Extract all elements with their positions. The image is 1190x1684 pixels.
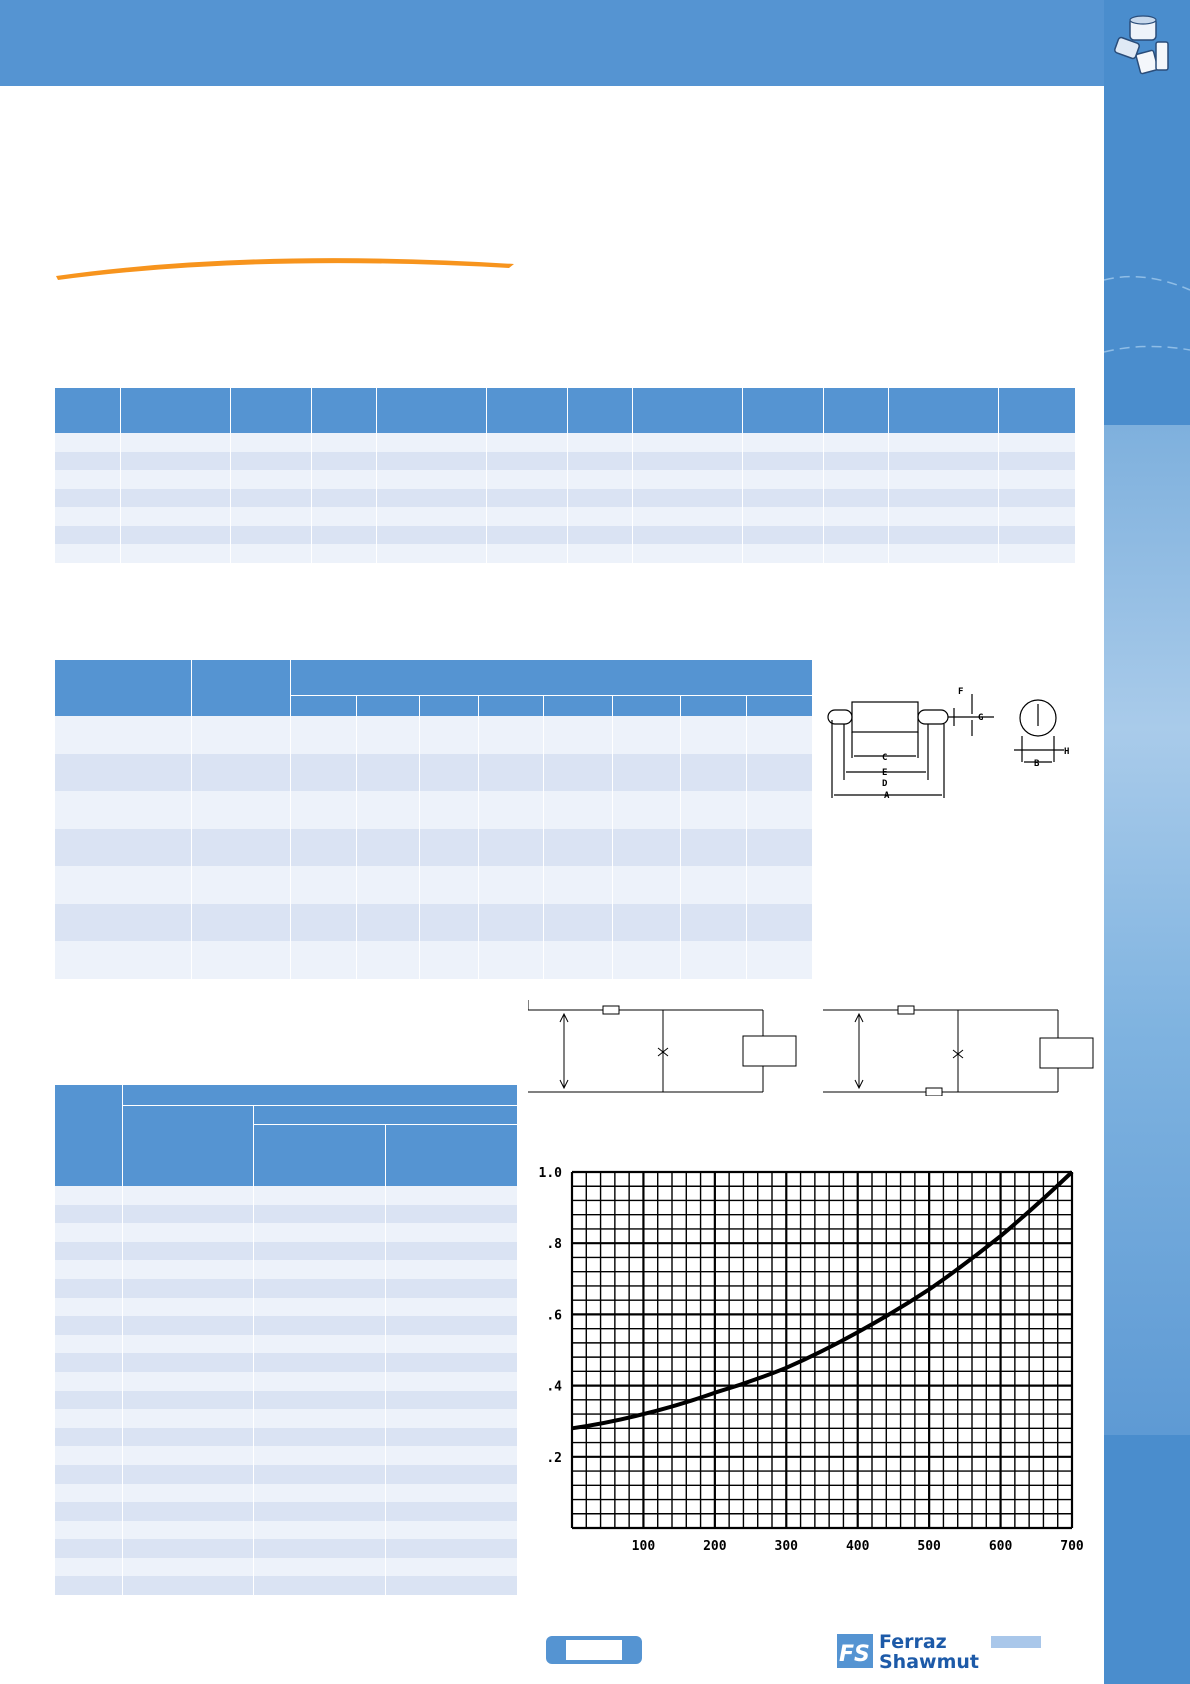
table-row	[55, 1502, 517, 1521]
y-tick-label: .4	[546, 1379, 562, 1395]
table-row	[55, 433, 1075, 452]
table-row	[55, 1465, 517, 1484]
logo-word-shawmut: Shawmut	[879, 1651, 979, 1670]
table-row	[55, 1484, 517, 1503]
spec-table-3	[55, 1085, 517, 1595]
table-row	[55, 1539, 517, 1558]
table-row	[55, 866, 812, 904]
table-row	[55, 489, 1075, 508]
table-row	[55, 1353, 517, 1372]
y-tick-label: .6	[546, 1308, 562, 1324]
test-circuit-a	[528, 1000, 803, 1096]
x-tick-label: 300	[774, 1539, 799, 1554]
table-row	[55, 1428, 517, 1447]
logo-word-ferraz: Ferraz	[879, 1631, 947, 1653]
table-row	[55, 716, 812, 754]
dim-label-d: D	[882, 779, 888, 789]
spec-table-2	[55, 660, 812, 979]
dim-label-f: F	[958, 687, 964, 697]
dim-label-b: B	[1034, 759, 1040, 769]
side-bar-artwork	[1104, 425, 1190, 1435]
side-bar-curves	[1104, 260, 1190, 380]
table-row	[55, 470, 1075, 489]
table-row	[55, 1279, 517, 1298]
table-row	[55, 1186, 517, 1205]
ferraz-shawmut-logo	[837, 1630, 1043, 1670]
table-header	[55, 1085, 517, 1105]
x-tick-label: 400	[845, 1539, 870, 1554]
table-header	[55, 388, 1075, 433]
svg-text:FS: FS	[839, 1642, 870, 1667]
table-row	[55, 544, 1075, 563]
table-row	[55, 1558, 517, 1577]
table-row	[55, 941, 812, 979]
table-row	[55, 1446, 517, 1465]
table-row	[55, 1391, 517, 1410]
chart-ticks	[539, 1166, 1084, 1554]
table-row	[55, 1260, 517, 1279]
table-row	[55, 904, 812, 942]
x-tick-label: 200	[703, 1539, 727, 1554]
test-circuit-b	[823, 1000, 1098, 1096]
table-row	[55, 1223, 517, 1242]
table-row	[55, 452, 1075, 471]
derating-chart	[522, 1160, 1092, 1560]
dim-label-g: G	[978, 713, 984, 723]
table-row	[55, 1372, 517, 1391]
spec-table-1	[55, 388, 1075, 563]
table-row	[55, 1242, 517, 1261]
y-tick-label: 1.0	[538, 1166, 562, 1181]
y-tick-label: .8	[546, 1237, 562, 1253]
table-row	[55, 1335, 517, 1354]
dim-label-h: H	[1064, 747, 1070, 757]
table-subheader	[55, 1105, 517, 1124]
dim-label-c: C	[882, 753, 888, 763]
table-row	[55, 1205, 517, 1224]
table-row	[55, 754, 812, 792]
table-row	[55, 1521, 517, 1540]
page-number-tab	[546, 1636, 642, 1664]
table-row	[55, 1316, 517, 1335]
table-header	[55, 660, 812, 695]
fuse-dimension-drawing	[824, 680, 1084, 810]
dim-label-a: A	[884, 791, 890, 801]
table-row	[55, 829, 812, 867]
fuse-products-icon	[1108, 12, 1178, 78]
x-tick-label: 700	[1060, 1539, 1084, 1554]
x-tick-label: 600	[988, 1539, 1013, 1554]
x-tick-label: 500	[917, 1539, 941, 1554]
table-row	[55, 507, 1075, 526]
table-row	[55, 791, 812, 829]
table-row	[55, 526, 1075, 545]
table-row	[55, 1298, 517, 1317]
header-band	[0, 0, 1190, 86]
table-row	[55, 1409, 517, 1428]
fs-logo-icon	[837, 1634, 873, 1668]
dim-label-e: E	[882, 768, 888, 778]
x-tick-label: 100	[631, 1539, 656, 1554]
y-tick-label: .2	[546, 1450, 562, 1466]
orange-swoosh	[54, 240, 524, 280]
page-number-box	[566, 1640, 622, 1660]
table-row	[55, 1576, 517, 1595]
